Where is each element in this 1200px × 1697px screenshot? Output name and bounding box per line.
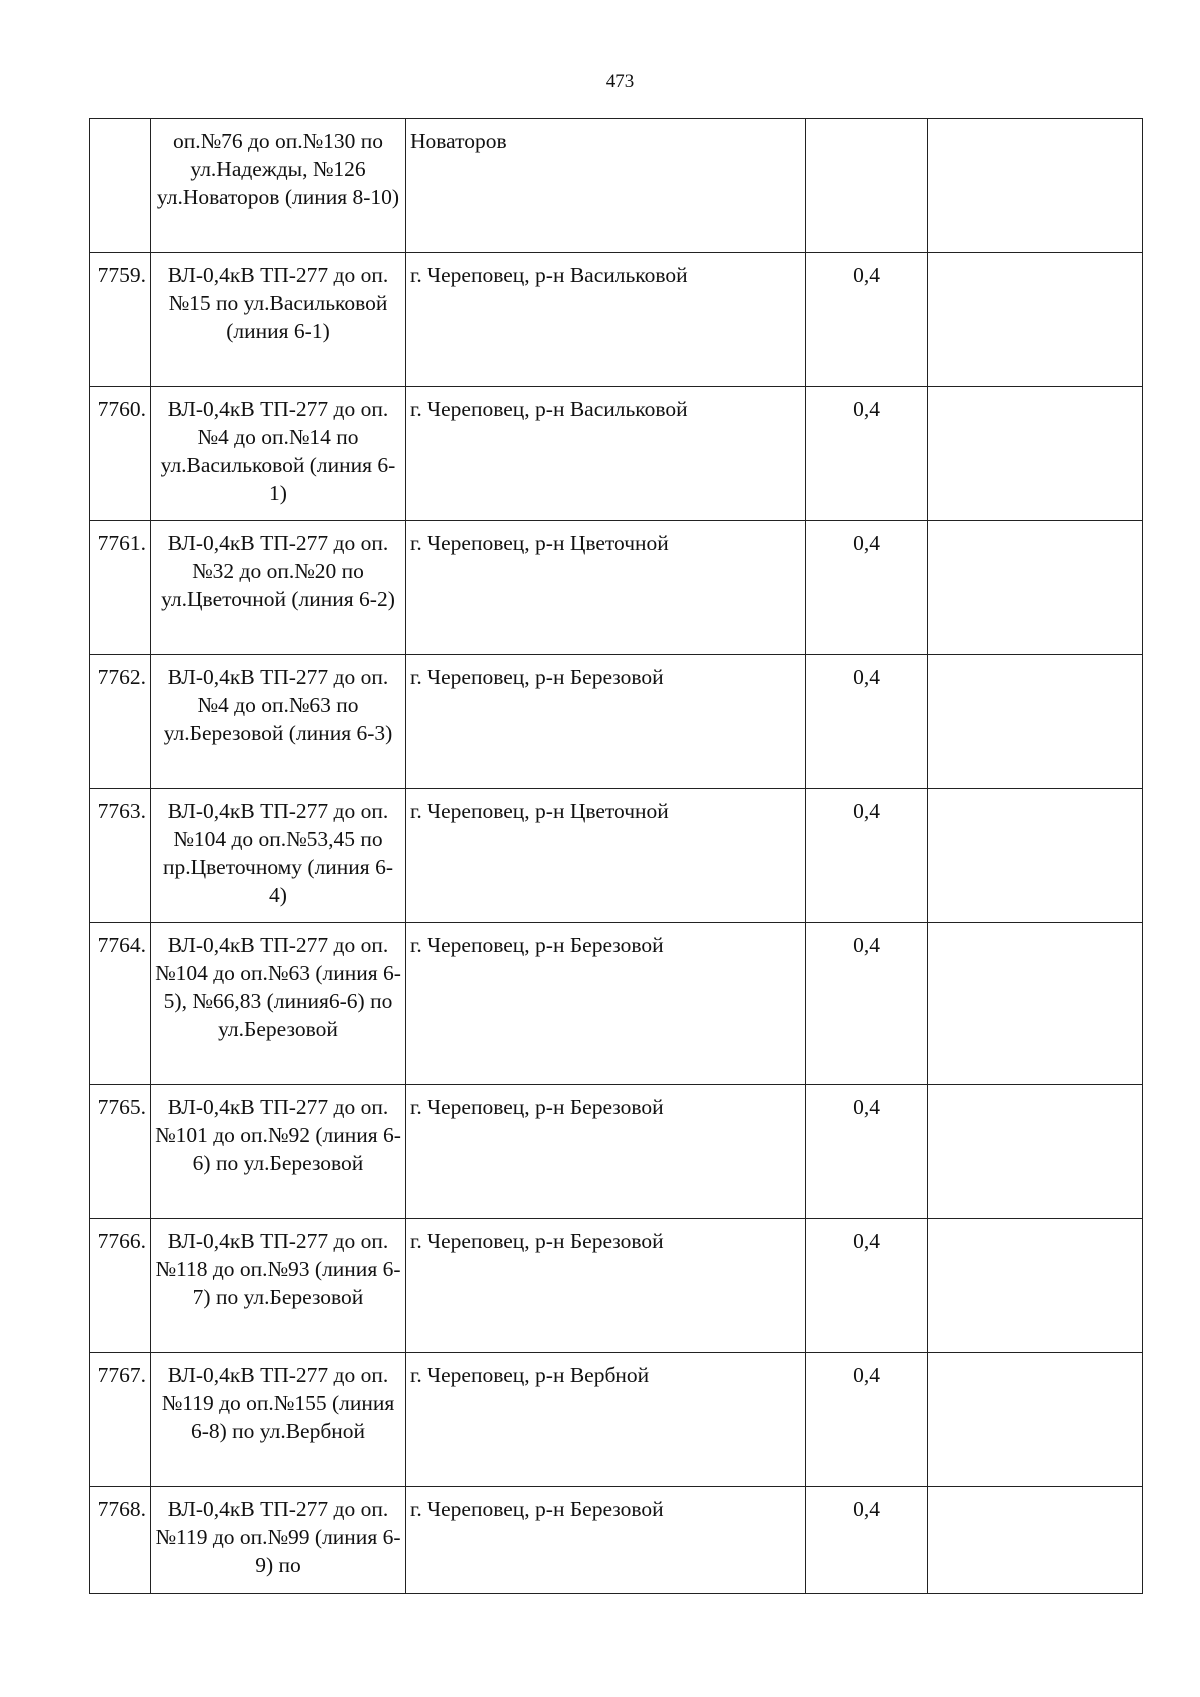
table-row bbox=[90, 1085, 1143, 1219]
line-address: г. Череповец, р-н Цветочной bbox=[406, 521, 806, 655]
page-number: 473 bbox=[605, 71, 635, 92]
row-number: 7767. bbox=[90, 1353, 151, 1487]
row-number: 7766. bbox=[90, 1219, 151, 1353]
line-address: г. Череповец, р-н Березовой bbox=[406, 655, 806, 789]
line-description: ВЛ-0,4кВ ТП-277 до оп.№4 до оп.№14 по ул.Васильковой (линия 6-1) bbox=[151, 387, 406, 521]
line-description: ВЛ-0,4кВ ТП-277 до оп.№4 до оп.№63 по ул.Березовой (линия 6-3) bbox=[151, 655, 406, 789]
line-address: г. Череповец, р-н Васильковой bbox=[406, 253, 806, 387]
line-address: г. Череповец, р-н Васильковой bbox=[406, 387, 806, 521]
line-address: Новаторов bbox=[406, 119, 806, 253]
row-number: 7760. bbox=[90, 387, 151, 521]
extra-cell bbox=[928, 1085, 1143, 1219]
line-description: оп.№76 до оп.№130 по ул.Надежды, №126 ул.Новаторов (линия 8-10) bbox=[151, 119, 406, 253]
line-description: ВЛ-0,4кВ ТП-277 до оп.№119 до оп.№155 (линия 6-8) по ул.Вербной bbox=[151, 1353, 406, 1487]
row-number: 7765. bbox=[90, 1085, 151, 1219]
line-voltage: 0,4 bbox=[806, 789, 928, 923]
line-address: г. Череповец, р-н Березовой bbox=[406, 1219, 806, 1353]
registry-table bbox=[89, 118, 1143, 1594]
line-address: г. Череповец, р-н Березовой bbox=[406, 1487, 806, 1594]
line-address: г. Череповец, р-н Березовой bbox=[406, 1085, 806, 1219]
extra-cell bbox=[928, 119, 1143, 253]
table-row bbox=[90, 655, 1143, 789]
line-voltage: 0,4 bbox=[806, 1353, 928, 1487]
row-number: 7763. bbox=[90, 789, 151, 923]
extra-cell bbox=[928, 789, 1143, 923]
line-description: ВЛ-0,4кВ ТП-277 до оп.№101 до оп.№92 (линия 6-6) по ул.Березовой bbox=[151, 1085, 406, 1219]
line-description: ВЛ-0,4кВ ТП-277 до оп.№32 до оп.№20 по ул.Цветочной (линия 6-2) bbox=[151, 521, 406, 655]
extra-cell bbox=[928, 387, 1143, 521]
row-number bbox=[90, 119, 151, 253]
line-voltage: 0,4 bbox=[806, 1487, 928, 1594]
extra-cell bbox=[928, 521, 1143, 655]
line-voltage: 0,4 bbox=[806, 253, 928, 387]
table-row bbox=[90, 1353, 1143, 1487]
table-row bbox=[90, 253, 1143, 387]
extra-cell bbox=[928, 1487, 1143, 1594]
row-number: 7762. bbox=[90, 655, 151, 789]
row-number: 7761. bbox=[90, 521, 151, 655]
extra-cell bbox=[928, 923, 1143, 1085]
table-row bbox=[90, 119, 1143, 253]
extra-cell bbox=[928, 1353, 1143, 1487]
line-voltage bbox=[806, 119, 928, 253]
line-voltage: 0,4 bbox=[806, 1085, 928, 1219]
line-voltage: 0,4 bbox=[806, 923, 928, 1085]
line-description: ВЛ-0,4кВ ТП-277 до оп.№15 по ул.Васильковой (линия 6-1) bbox=[151, 253, 406, 387]
line-address: г. Череповец, р-н Цветочной bbox=[406, 789, 806, 923]
row-number: 7768. bbox=[90, 1487, 151, 1594]
line-voltage: 0,4 bbox=[806, 655, 928, 789]
extra-cell bbox=[928, 1219, 1143, 1353]
table-row bbox=[90, 789, 1143, 923]
extra-cell bbox=[928, 253, 1143, 387]
line-description: ВЛ-0,4кВ ТП-277 до оп.№119 до оп.№99 (линия 6-9) по bbox=[151, 1487, 406, 1594]
row-number: 7759. bbox=[90, 253, 151, 387]
row-number: 7764. bbox=[90, 923, 151, 1085]
line-address: г. Череповец, р-н Березовой bbox=[406, 923, 806, 1085]
table-row bbox=[90, 1487, 1143, 1594]
table-row bbox=[90, 387, 1143, 521]
table-row bbox=[90, 1219, 1143, 1353]
line-voltage: 0,4 bbox=[806, 1219, 928, 1353]
line-address: г. Череповец, р-н Вербной bbox=[406, 1353, 806, 1487]
line-description: ВЛ-0,4кВ ТП-277 до оп.№104 до оп.№63 (линия 6-5), №66,83 (линия6-6) по ул.Березовой bbox=[151, 923, 406, 1085]
table-row bbox=[90, 521, 1143, 655]
line-voltage: 0,4 bbox=[806, 387, 928, 521]
line-description: ВЛ-0,4кВ ТП-277 до оп.№104 до оп.№53,45 по пр.Цветочному (линия 6-4) bbox=[151, 789, 406, 923]
line-description: ВЛ-0,4кВ ТП-277 до оп.№118 до оп.№93 (линия 6-7) по ул.Березовой bbox=[151, 1219, 406, 1353]
table-row bbox=[90, 923, 1143, 1085]
line-voltage: 0,4 bbox=[806, 521, 928, 655]
extra-cell bbox=[928, 655, 1143, 789]
